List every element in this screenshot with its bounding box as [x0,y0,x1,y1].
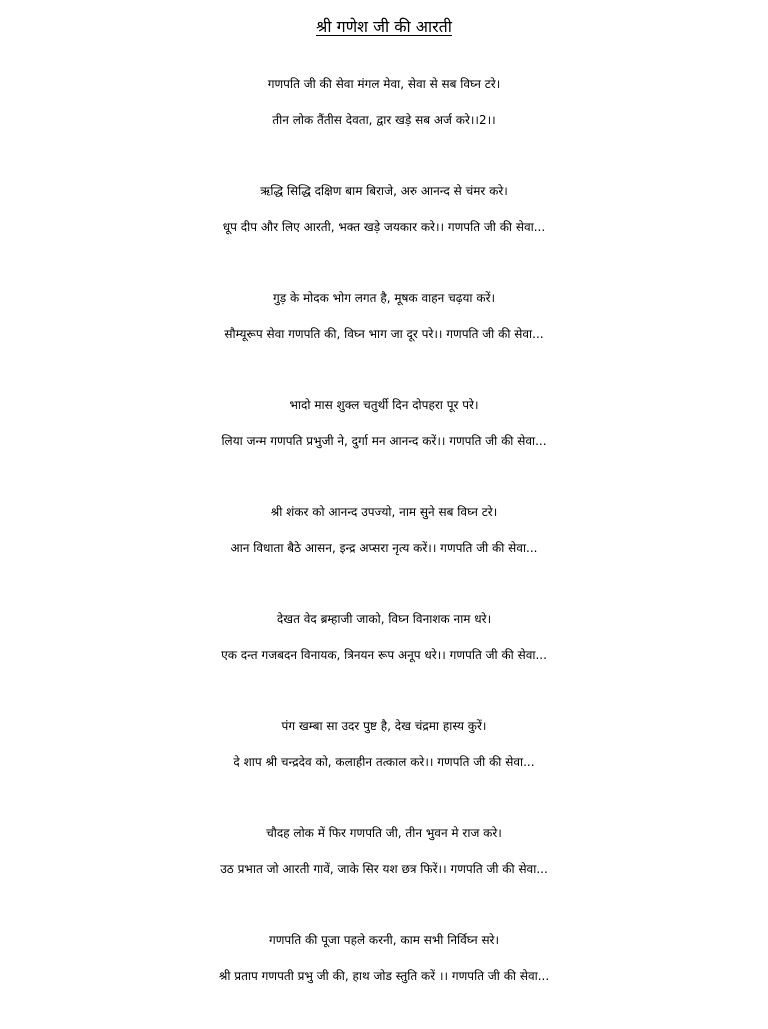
stanza-5 [0,494,768,601]
stanza-line: चौदह लोक में फिर गणपति जी, तीन भुवन मे राज करे। [266,826,502,840]
stanza-4 [0,387,768,494]
document-title: श्री गणेश जी की आरती [316,17,452,36]
stanza-line: पंग खम्बा सा उदर पुष्ट है, देख चंद्रमा हास्य कुरें। [281,719,487,733]
stanza-line: सौम्यूरूप सेवा गणपति की, विघ्न भाग जा दूर परे।। गणपति जी की सेवा... [224,327,544,341]
stanza-line: दे शाप श्री चन्द्रदेव को, कलाहीन तत्काल करे।। गणपति जी की सेवा... [233,755,535,769]
stanza-7 [0,708,768,815]
stanza-9 [0,922,768,1029]
stanza-2 [0,173,768,280]
stanza-line: देखत वेद ब्रम्हाजी जाको, विघ्न विनाशक नाम धरे। [276,612,492,626]
stanza-1 [0,66,768,173]
stanza-line: तीन लोक तैंतीस देवता, द्वार खड़े सब अर्ज करे।।2।। [272,113,496,127]
stanza-line: श्री प्रताप गणपती प्रभु जी की, हाथ जोड स्तुति करें ।। गणपति जी की सेवा... [218,969,550,983]
stanza-line: ऋद्धि सिद्धि दक्षिण बाम बिराजे, अरु आनन्द से चंमर करे। [260,184,508,198]
stanza-line: श्री शंकर को आनन्द उपज्यो, नाम सुने सब विघ्न टरे। [270,505,498,519]
stanza-line: धूप दीप और लिए आरती, भक्त खड़े जयकार करे।। गणपति जी की सेवा... [222,220,546,234]
stanza-line: गणपति जी की सेवा मंगल मेवा, सेवा से सब विघ्न टरे। [267,77,501,91]
stanza-8 [0,815,768,922]
stanza-line: आन विधाता बैठे आसन, इन्द्र अप्सरा नृत्य करें।। गणपति जी की सेवा... [230,541,538,555]
stanza-6 [0,601,768,708]
stanza-line: उठ प्रभात जो आरती गावें, जाके सिर यश छत्र फिरें।। गणपति जी की सेवा... [220,862,548,876]
stanza-3 [0,280,768,387]
stanza-line: भादो मास शुक्ल चतुर्थी दिन दोपहरा पूर परे। [289,398,479,412]
stanza-line: गुड़ के मोदक भोग लगत है, मूषक वाहन चढ़या करें। [272,291,496,305]
aarti-stanzas [0,66,768,1029]
stanza-line: लिया जन्म गणपति प्रभुजी ने, दुर्गा मन आनन्द करें।। गणपति जी की सेवा... [221,434,547,448]
stanza-line: गणपति की पूजा पहले करनी, काम सभी निर्विघ्न सरे। [268,933,500,947]
stanza-line: एक दन्त गजबदन विनायक, त्रिनयन रूप अनूप धरे।। गणपति जी की सेवा... [221,648,547,662]
